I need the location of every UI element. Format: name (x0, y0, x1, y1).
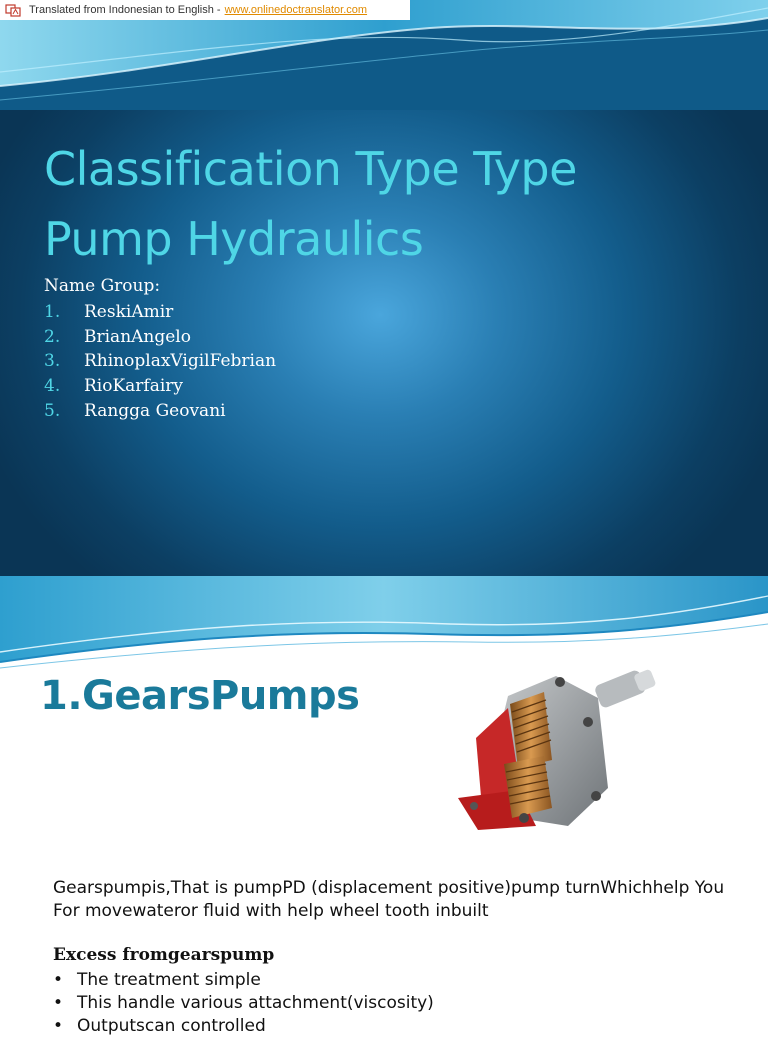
bullet-icon: • (53, 969, 64, 990)
list-item (44, 325, 276, 350)
list-item (44, 398, 276, 423)
member-name: BrianAngelo (84, 326, 191, 347)
bullet-text: Outputscan controlled (77, 1015, 266, 1036)
list-number: 3. (44, 351, 61, 372)
member-name: RioKarfairy (84, 376, 184, 397)
advantages-heading: Excess fromgearspump (53, 945, 275, 965)
bullet-icon: • (53, 992, 64, 1013)
list-item (44, 300, 276, 325)
bullet-text: This handle various attachment(viscosity) (77, 992, 434, 1013)
list-number: 5. (44, 400, 61, 421)
slide-2-title: 1.GearsPumps (40, 673, 360, 719)
banner-text: Translated from Indonesian to English - (29, 4, 221, 16)
title-line-1: Classification Type Type (44, 142, 577, 196)
member-name: ReskiAmir (84, 302, 174, 323)
list-item (44, 349, 276, 374)
list-item (44, 374, 276, 399)
bullet-icon: • (53, 1015, 64, 1036)
gear-pump-image (448, 668, 664, 848)
slide-1-title (44, 134, 744, 274)
member-name: RhinoplaxVigilFebrian (84, 351, 277, 372)
slide-2 (0, 576, 768, 1036)
translate-icon (5, 3, 21, 17)
list-item (53, 991, 434, 1014)
group-label: Name Group: (44, 276, 161, 296)
list-number: 2. (44, 326, 61, 347)
title-line-2: Pump Hydraulics (44, 212, 424, 266)
translator-link[interactable]: www.onlinedoctranslator.com (224, 4, 368, 16)
advantages-list (53, 968, 434, 1037)
list-number: 1. (44, 302, 61, 323)
bullet-text: The treatment simple (77, 969, 261, 990)
translation-banner (0, 0, 410, 20)
list-item (53, 968, 434, 991)
member-list (44, 300, 276, 423)
list-item (53, 1014, 434, 1037)
wave-decoration (0, 576, 768, 671)
pump-description: Gearspumpis,That is pumpPD (displacement positive)pump turnWhichhelp You For movewateror fluid with help wheel tooth inbuilt (53, 878, 725, 921)
list-number: 4. (44, 376, 61, 397)
member-name: Rangga Geovani (84, 400, 226, 421)
